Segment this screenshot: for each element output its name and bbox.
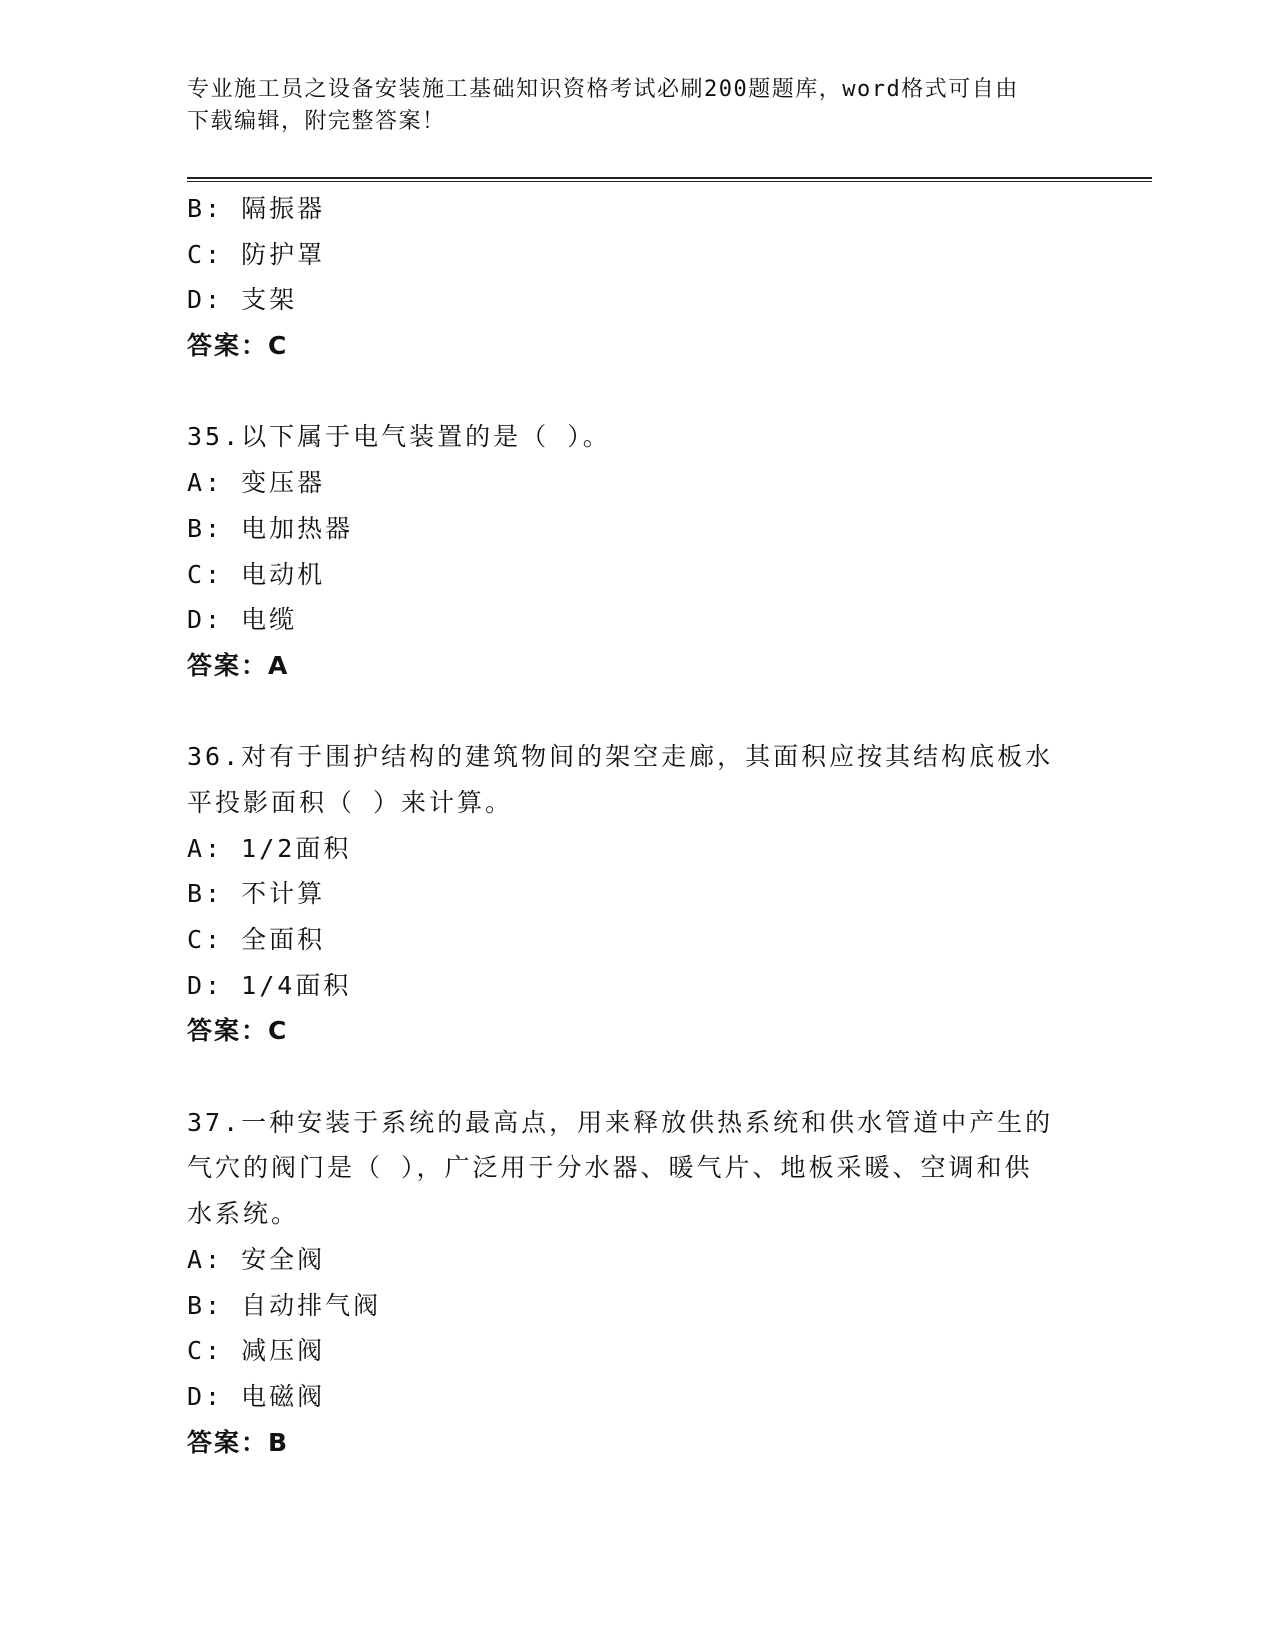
option-text: 安全阀 — [241, 1244, 326, 1274]
option-label: A: — [187, 468, 224, 498]
option-text: 1/2面积 — [241, 833, 352, 863]
carryover-block — [187, 186, 1087, 369]
option-text: 电加热器 — [241, 513, 354, 543]
option-c — [187, 1328, 1087, 1374]
answer-line: 答案：B — [187, 1427, 290, 1457]
question-content — [187, 186, 1087, 1465]
option-text: 减压阀 — [241, 1336, 326, 1366]
option-label: A: — [187, 1244, 224, 1274]
question-36 — [187, 734, 1087, 1054]
question-37 — [187, 1100, 1087, 1466]
answer-line: 答案：A — [187, 650, 290, 680]
option-label: C: — [187, 1336, 224, 1366]
answer-line: 答案：C — [187, 1016, 289, 1046]
option-text: 隔振器 — [241, 194, 326, 223]
option-b — [187, 1283, 1087, 1329]
header-title-line-1: 专业施工员之设备安装施工基础知识资格考试必刷200题题库，word格式可自由 — [187, 77, 1019, 102]
option-label: D: — [187, 1381, 224, 1411]
option-text: 自动排气阀 — [241, 1290, 382, 1320]
option-d — [187, 1374, 1087, 1420]
option-d — [187, 963, 1087, 1009]
option-label: D: — [187, 605, 224, 635]
option-text: 支架 — [241, 285, 298, 315]
option-label: B: — [187, 879, 224, 909]
option-a — [187, 460, 1087, 506]
option-label: C: — [187, 239, 224, 269]
option-text: 电动机 — [241, 559, 326, 589]
option-text: 1/4面积 — [241, 970, 352, 1000]
option-c — [187, 232, 1087, 278]
option-label: C: — [187, 559, 224, 589]
option-label: A: — [187, 833, 224, 863]
option-b — [187, 871, 1087, 917]
header-title-line-2: 下载编辑，附完整答案！ — [187, 109, 446, 134]
question-stem-line-3: 水系统。 — [187, 1199, 300, 1229]
question-stem-line-2: 平投影面积（ ）来计算。 — [187, 787, 514, 817]
spacer — [187, 1054, 1087, 1100]
option-c — [187, 552, 1087, 598]
option-text: 电磁阀 — [241, 1381, 326, 1411]
answer-line: 答案：C — [187, 331, 289, 361]
option-label: D: — [187, 285, 224, 315]
option-text: 防护罩 — [241, 239, 326, 269]
option-d — [187, 597, 1087, 643]
question-35 — [187, 414, 1087, 688]
question-stem-line-2: 气穴的阀门是（ ），广泛用于分水器、暖气片、地板采暖、空调和供 — [187, 1153, 1033, 1183]
option-d — [187, 277, 1087, 323]
option-b — [187, 186, 1087, 232]
spacer — [187, 369, 1087, 415]
question-stem-line-1: 37.一种安装于系统的最高点，用来释放供热系统和供水管道中产生的 — [187, 1107, 1054, 1137]
option-b — [187, 506, 1087, 552]
question-stem: 35.以下属于电气装置的是（ ）。 — [187, 422, 611, 452]
option-label: B: — [187, 513, 224, 543]
spacer — [187, 689, 1087, 735]
option-text: 不计算 — [241, 879, 326, 909]
question-stem-line-1: 36.对有于围护结构的建筑物间的架空走廊，其面积应按其结构底板水 — [187, 742, 1054, 772]
option-a — [187, 1237, 1087, 1283]
option-text: 全面积 — [241, 925, 326, 954]
option-text: 电缆 — [241, 605, 298, 635]
option-c — [187, 917, 1087, 963]
option-text: 变压器 — [241, 468, 326, 498]
header-divider — [187, 177, 1152, 182]
option-label: B: — [187, 194, 224, 223]
option-label: D: — [187, 970, 224, 1000]
option-label: B: — [187, 1290, 224, 1320]
option-label: C: — [187, 925, 224, 954]
page-header — [187, 74, 1067, 138]
option-a — [187, 826, 1087, 872]
